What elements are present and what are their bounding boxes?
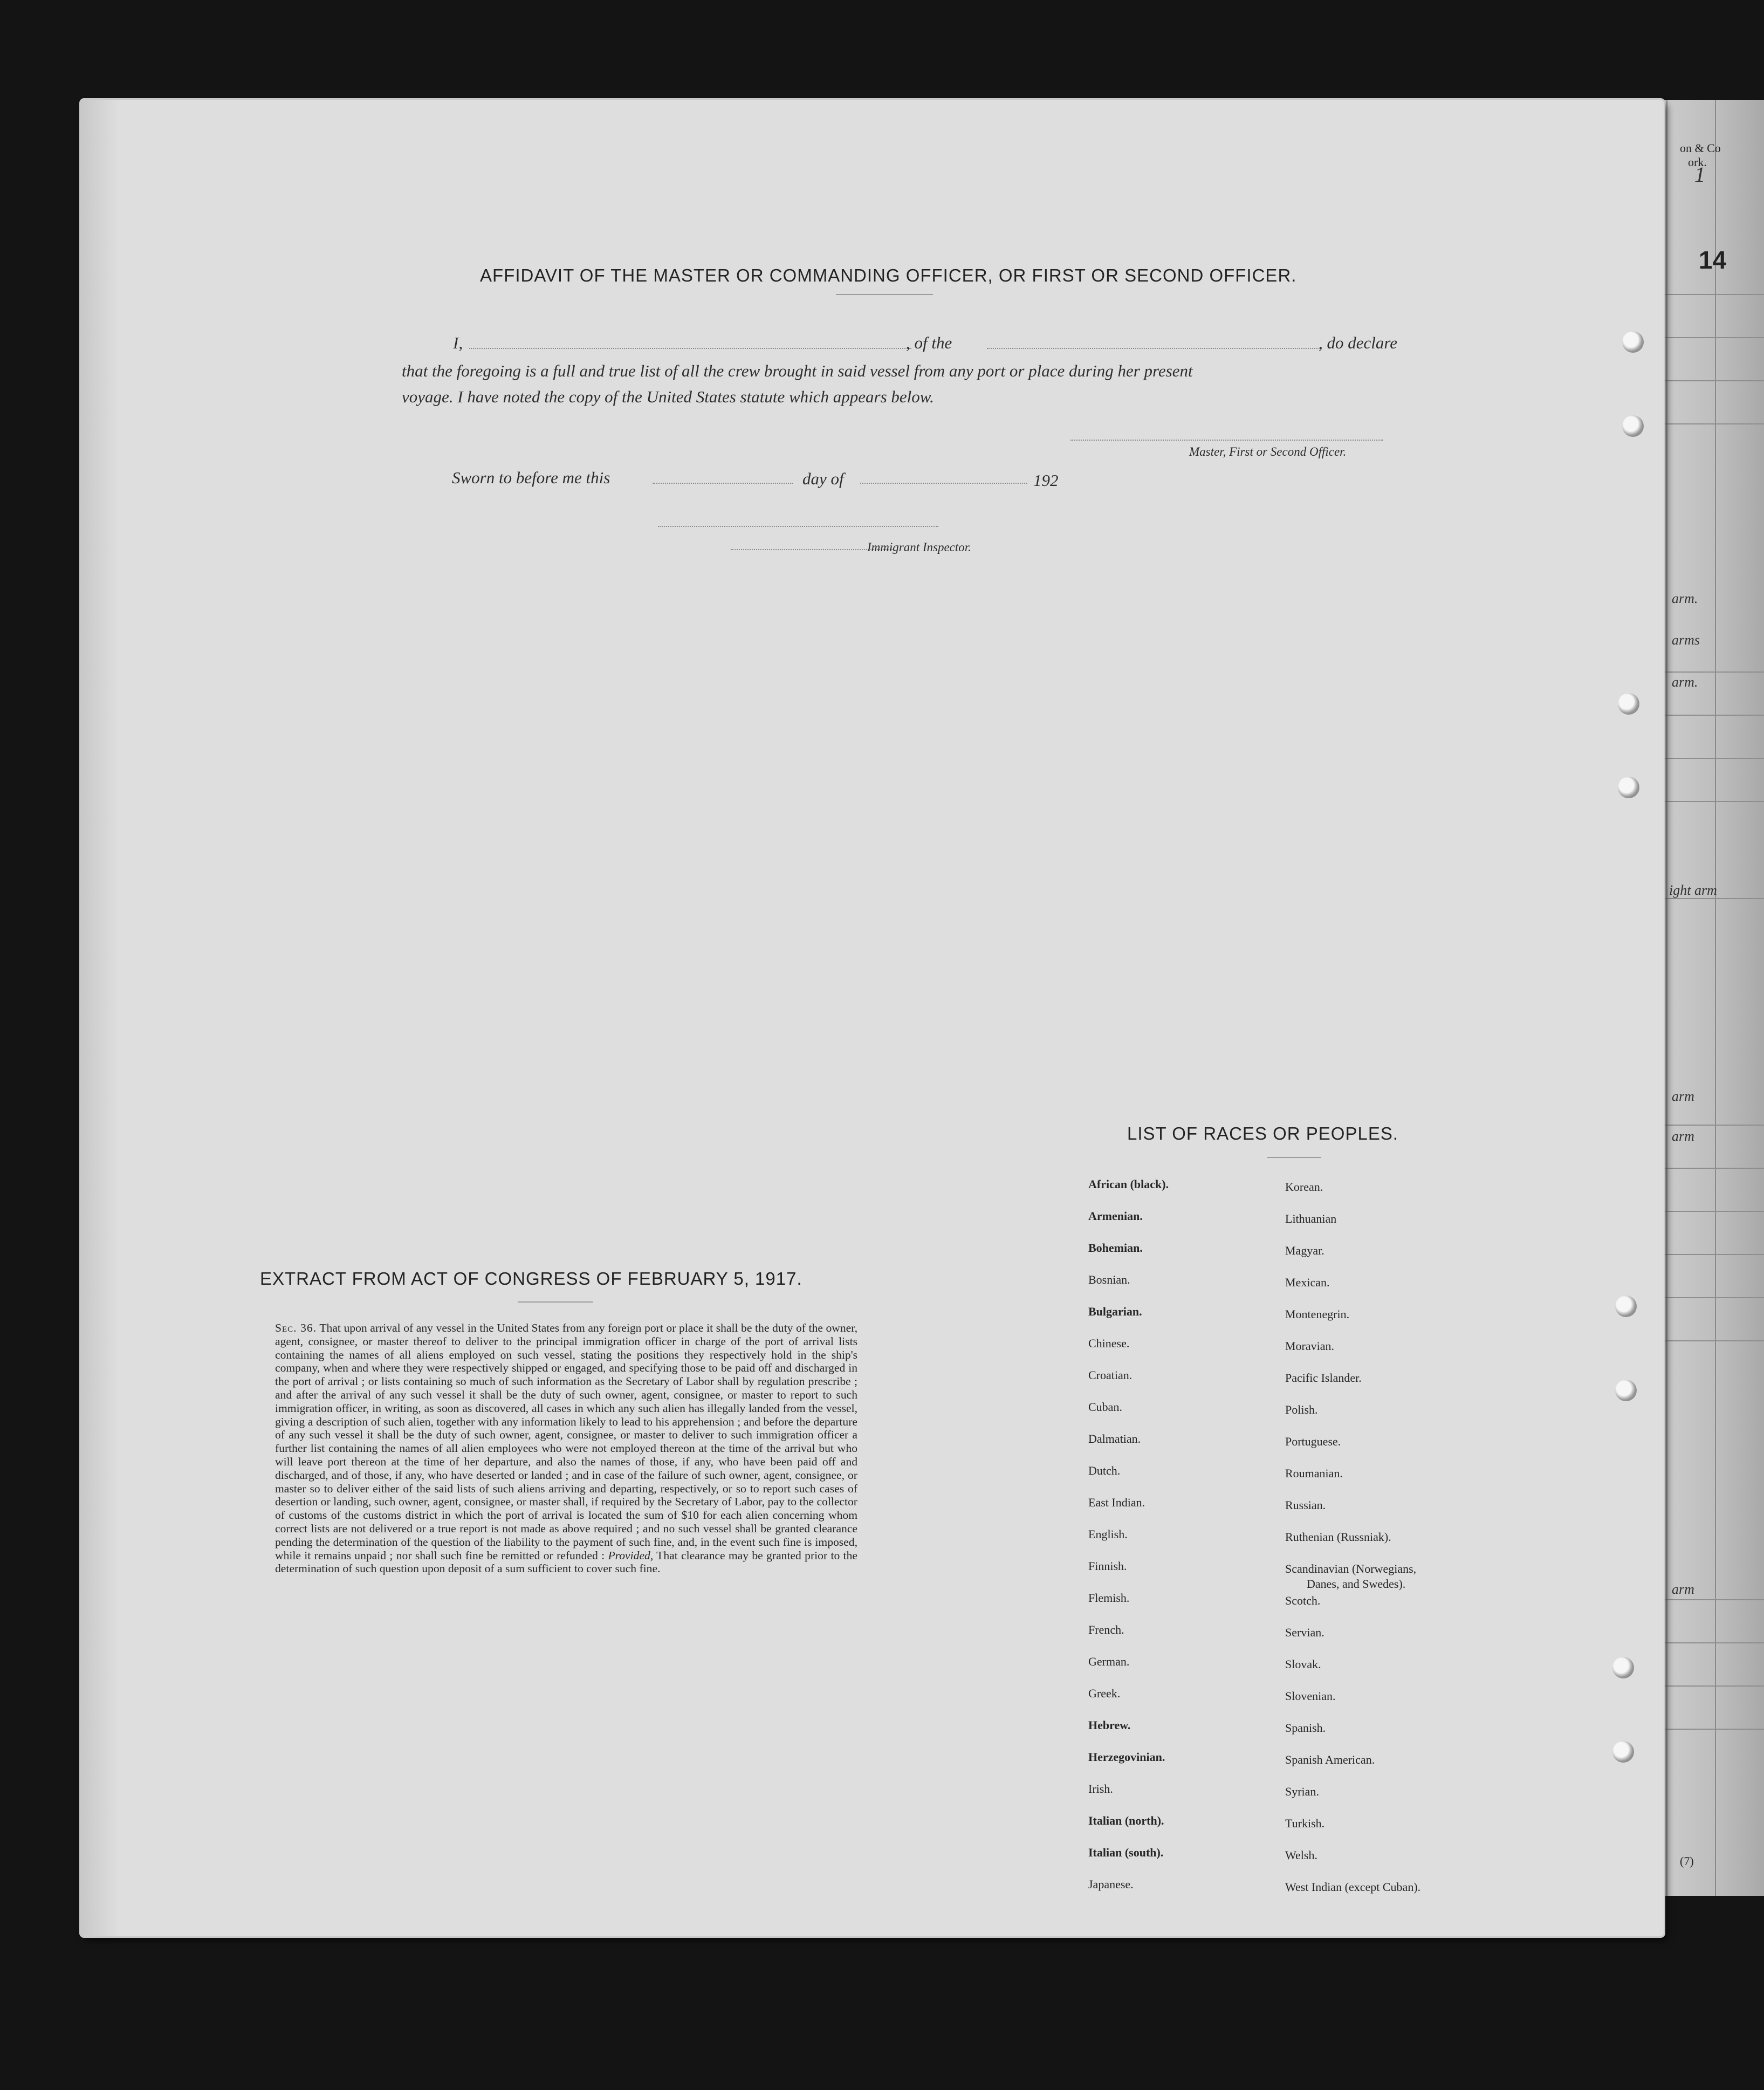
race-left-12: English.: [1088, 1527, 1128, 1541]
race-right-3: Magyar.: [1285, 1244, 1324, 1257]
sheet-number: 1: [1694, 162, 1705, 187]
underlying-sheet-edge: [1650, 100, 1764, 1896]
race-left-21: Italian (north).: [1088, 1814, 1164, 1827]
handwriting-note-5: arm: [1672, 1088, 1694, 1104]
race-left-5: Bulgarian.: [1088, 1305, 1142, 1318]
affidavit-title: AFFIDAVIT OF THE MASTER OR COMMANDING OFFICER, OR FIRST OR SECOND OFFICER.: [480, 265, 1297, 285]
affidavit-of-the-label: , of the: [906, 333, 952, 352]
race-left-18: Hebrew.: [1088, 1718, 1131, 1732]
race-left-11: East Indian.: [1088, 1496, 1145, 1509]
race-left-15: French.: [1088, 1623, 1124, 1636]
officer-signature-field[interactable]: [1070, 440, 1383, 441]
punch-hole: [1612, 1657, 1634, 1678]
publisher-fragment-2: ork.: [1688, 155, 1707, 169]
section-text-part-1: That upon arrival of any vessel in the United States from any foreign port or place it shall be the duty of the owner, agent, consignee, or master thereof to deliver to the principal immigration officer in charge of the port of arrival lists containing the names of all aliens employed on such vessel, stating the positions they respectively hold in the ship's company, when and where they were respectively shipped or engaged, and specifying those to be paid off and discharged in the port of arrival ; or lists containing so much of such information as the Secretary of Labor shall by regulation prescribe ; and after the arrival of any such vessel it shall be the duty of such owner, agent, consignee, or master to report to such immigration officer, in writing, as soon as discovered, all cases in which any such alien has illegally landed from the vessel, giving a description of such alien, together with any information likely to lead to his apprehension ; and before the departure of any such vessel it shall be the duty of such owner, agent, consignee, or master to deliver to such immigration officer a further list containing the names of all alien employees who were not employed thereon at the time of the arrival but who will leave port thereon at the time of her departure, and also the names of those, if any, who have been paid off and discharged, and of those, if any, who have deserted or landed ; and in case of the failure of such owner, agent, consignee, or master so to deliver either of the said lists of such aliens arriving and departing, respectively, or so to report such cases of desertion or landing, such owner, agent, consignee, or master shall, if required by the Secretary of Labor, pay to the collector of customs of the customs district in which the port of arrival is located the sum of $10 for each alien concerning whom correct lists are not delivered or a true report is not made as above required ; and no such vessel shall be granted clearance pending the determination of the question of the liability to the payment of such fine, and, in the event such fine is imposed, while it remains unpaid ; nor shall such fine be remitted or refunded :: [275, 1321, 857, 1562]
affidavit-title-rule: [836, 294, 933, 295]
punch-hole: [1618, 693, 1639, 715]
punch-hole: [1622, 331, 1644, 353]
punch-hole: [1622, 415, 1644, 437]
race-right-11: Russian.: [1285, 1498, 1326, 1512]
races-title: LIST OF RACES OR PEOPLES.: [1127, 1123, 1399, 1143]
sworn-month-field[interactable]: [860, 483, 1027, 484]
day-of-label: day of: [802, 469, 844, 488]
publisher-fragment-1: on & Co: [1680, 141, 1721, 155]
race-right-2: Lithuanian: [1285, 1212, 1337, 1225]
race-left-14: Flemish.: [1088, 1591, 1130, 1605]
section-label: Sec. 36.: [275, 1321, 317, 1334]
race-left-10: Dutch.: [1088, 1464, 1121, 1477]
handwriting-note-1: arm.: [1672, 591, 1698, 606]
race-right-24: West Indian (except Cuban).: [1285, 1880, 1421, 1894]
race-right-1: Korean.: [1285, 1180, 1323, 1194]
extract-title-rule: [518, 1301, 593, 1303]
handwriting-note-6: arm: [1672, 1128, 1694, 1144]
race-right-21: Syrian.: [1285, 1785, 1319, 1798]
punch-hole: [1615, 1380, 1637, 1401]
race-right-9: Portuguese.: [1285, 1435, 1341, 1448]
race-right-8: Polish.: [1285, 1403, 1318, 1416]
handwriting-note-3: arm.: [1672, 674, 1698, 690]
race-right-7: Pacific Islander.: [1285, 1371, 1362, 1385]
sworn-day-field[interactable]: [653, 483, 793, 484]
affidavit-body-line-1: that the foregoing is a full and true list of all the crew brought in said vessel from any port or place during her present: [402, 361, 1193, 380]
punch-hole: [1612, 1741, 1634, 1763]
races-title-rule: [1267, 1157, 1321, 1158]
race-left-16: German.: [1088, 1655, 1130, 1668]
race-right-22: Turkish.: [1285, 1817, 1325, 1830]
race-left-23: Japanese.: [1088, 1877, 1134, 1891]
handwriting-note-7: arm: [1672, 1581, 1694, 1597]
vessel-name-field[interactable]: [987, 348, 1321, 349]
inspector-signature-field-upper[interactable]: [658, 526, 938, 527]
provided-label: Provided,: [608, 1548, 654, 1562]
race-right-23: Welsh.: [1285, 1848, 1317, 1862]
punch-hole: [1615, 1296, 1637, 1317]
page-number: 14: [1699, 246, 1727, 274]
race-left-8: Cuban.: [1088, 1400, 1122, 1414]
affidavit-body-line-2: voyage. I have noted the copy of the United States statute which appears below.: [402, 387, 934, 406]
affidavit-i-label: I,: [453, 333, 463, 352]
race-left-4: Bosnian.: [1088, 1273, 1130, 1286]
section-text-part-2: That clearance may be granted prior to the determination of such question upon deposit of a sum sufficient to cover such fine.: [275, 1548, 857, 1575]
race-right-19: Spanish.: [1285, 1721, 1326, 1735]
race-left-19: Herzegovinian.: [1088, 1750, 1165, 1764]
race-right-12: Ruthenian (Russniak).: [1285, 1530, 1391, 1544]
race-right-10: Roumanian.: [1285, 1467, 1343, 1480]
section-36-text: [275, 1321, 857, 1575]
race-right-20: Spanish American.: [1285, 1753, 1375, 1766]
race-right-17: Slovak.: [1285, 1657, 1321, 1671]
signature-caption: Master, First or Second Officer.: [1189, 445, 1347, 458]
corner-mark: (7): [1680, 1854, 1694, 1868]
affidavit-do-declare-label: , do declare: [1319, 333, 1398, 352]
year-label: 192: [1033, 471, 1059, 490]
race-left-3: Bohemian.: [1088, 1241, 1143, 1255]
race-right-5: Montenegrin.: [1285, 1307, 1350, 1321]
sworn-label: Sworn to before me this: [452, 468, 610, 487]
race-left-13: Finnish.: [1088, 1559, 1127, 1573]
race-left-2: Armenian.: [1088, 1209, 1143, 1223]
race-right-15: Scotch.: [1285, 1594, 1321, 1607]
master-name-field[interactable]: [469, 348, 911, 349]
race-left-6: Chinese.: [1088, 1337, 1130, 1350]
race-right-4: Mexican.: [1285, 1276, 1330, 1289]
bleed-through-text: [237, 200, 244, 227]
race-right-6: Moravian.: [1285, 1339, 1335, 1353]
race-left-22: Italian (south).: [1088, 1846, 1164, 1859]
handwriting-note-2: arms: [1672, 632, 1700, 648]
race-left-17: Greek.: [1088, 1687, 1121, 1700]
race-right-13: Scandinavian (Norwegians,: [1285, 1562, 1417, 1575]
race-right-18: Slovenian.: [1285, 1689, 1336, 1703]
race-right-14: Danes, and Swedes).: [1307, 1577, 1406, 1591]
punch-hole: [1618, 777, 1639, 798]
inspector-caption: Immigrant Inspector.: [867, 540, 971, 554]
race-left-20: Irish.: [1088, 1782, 1113, 1796]
race-left-1: African (black).: [1088, 1177, 1169, 1191]
extract-title: EXTRACT FROM ACT OF CONGRESS OF FEBRUARY 5, 1917.: [260, 1269, 802, 1289]
race-left-9: Dalmatian.: [1088, 1432, 1141, 1445]
handwriting-note-4: ight arm: [1669, 882, 1717, 898]
page-binding-shadow: [81, 100, 119, 1936]
race-left-7: Croatian.: [1088, 1368, 1132, 1382]
race-right-16: Servian.: [1285, 1626, 1324, 1639]
